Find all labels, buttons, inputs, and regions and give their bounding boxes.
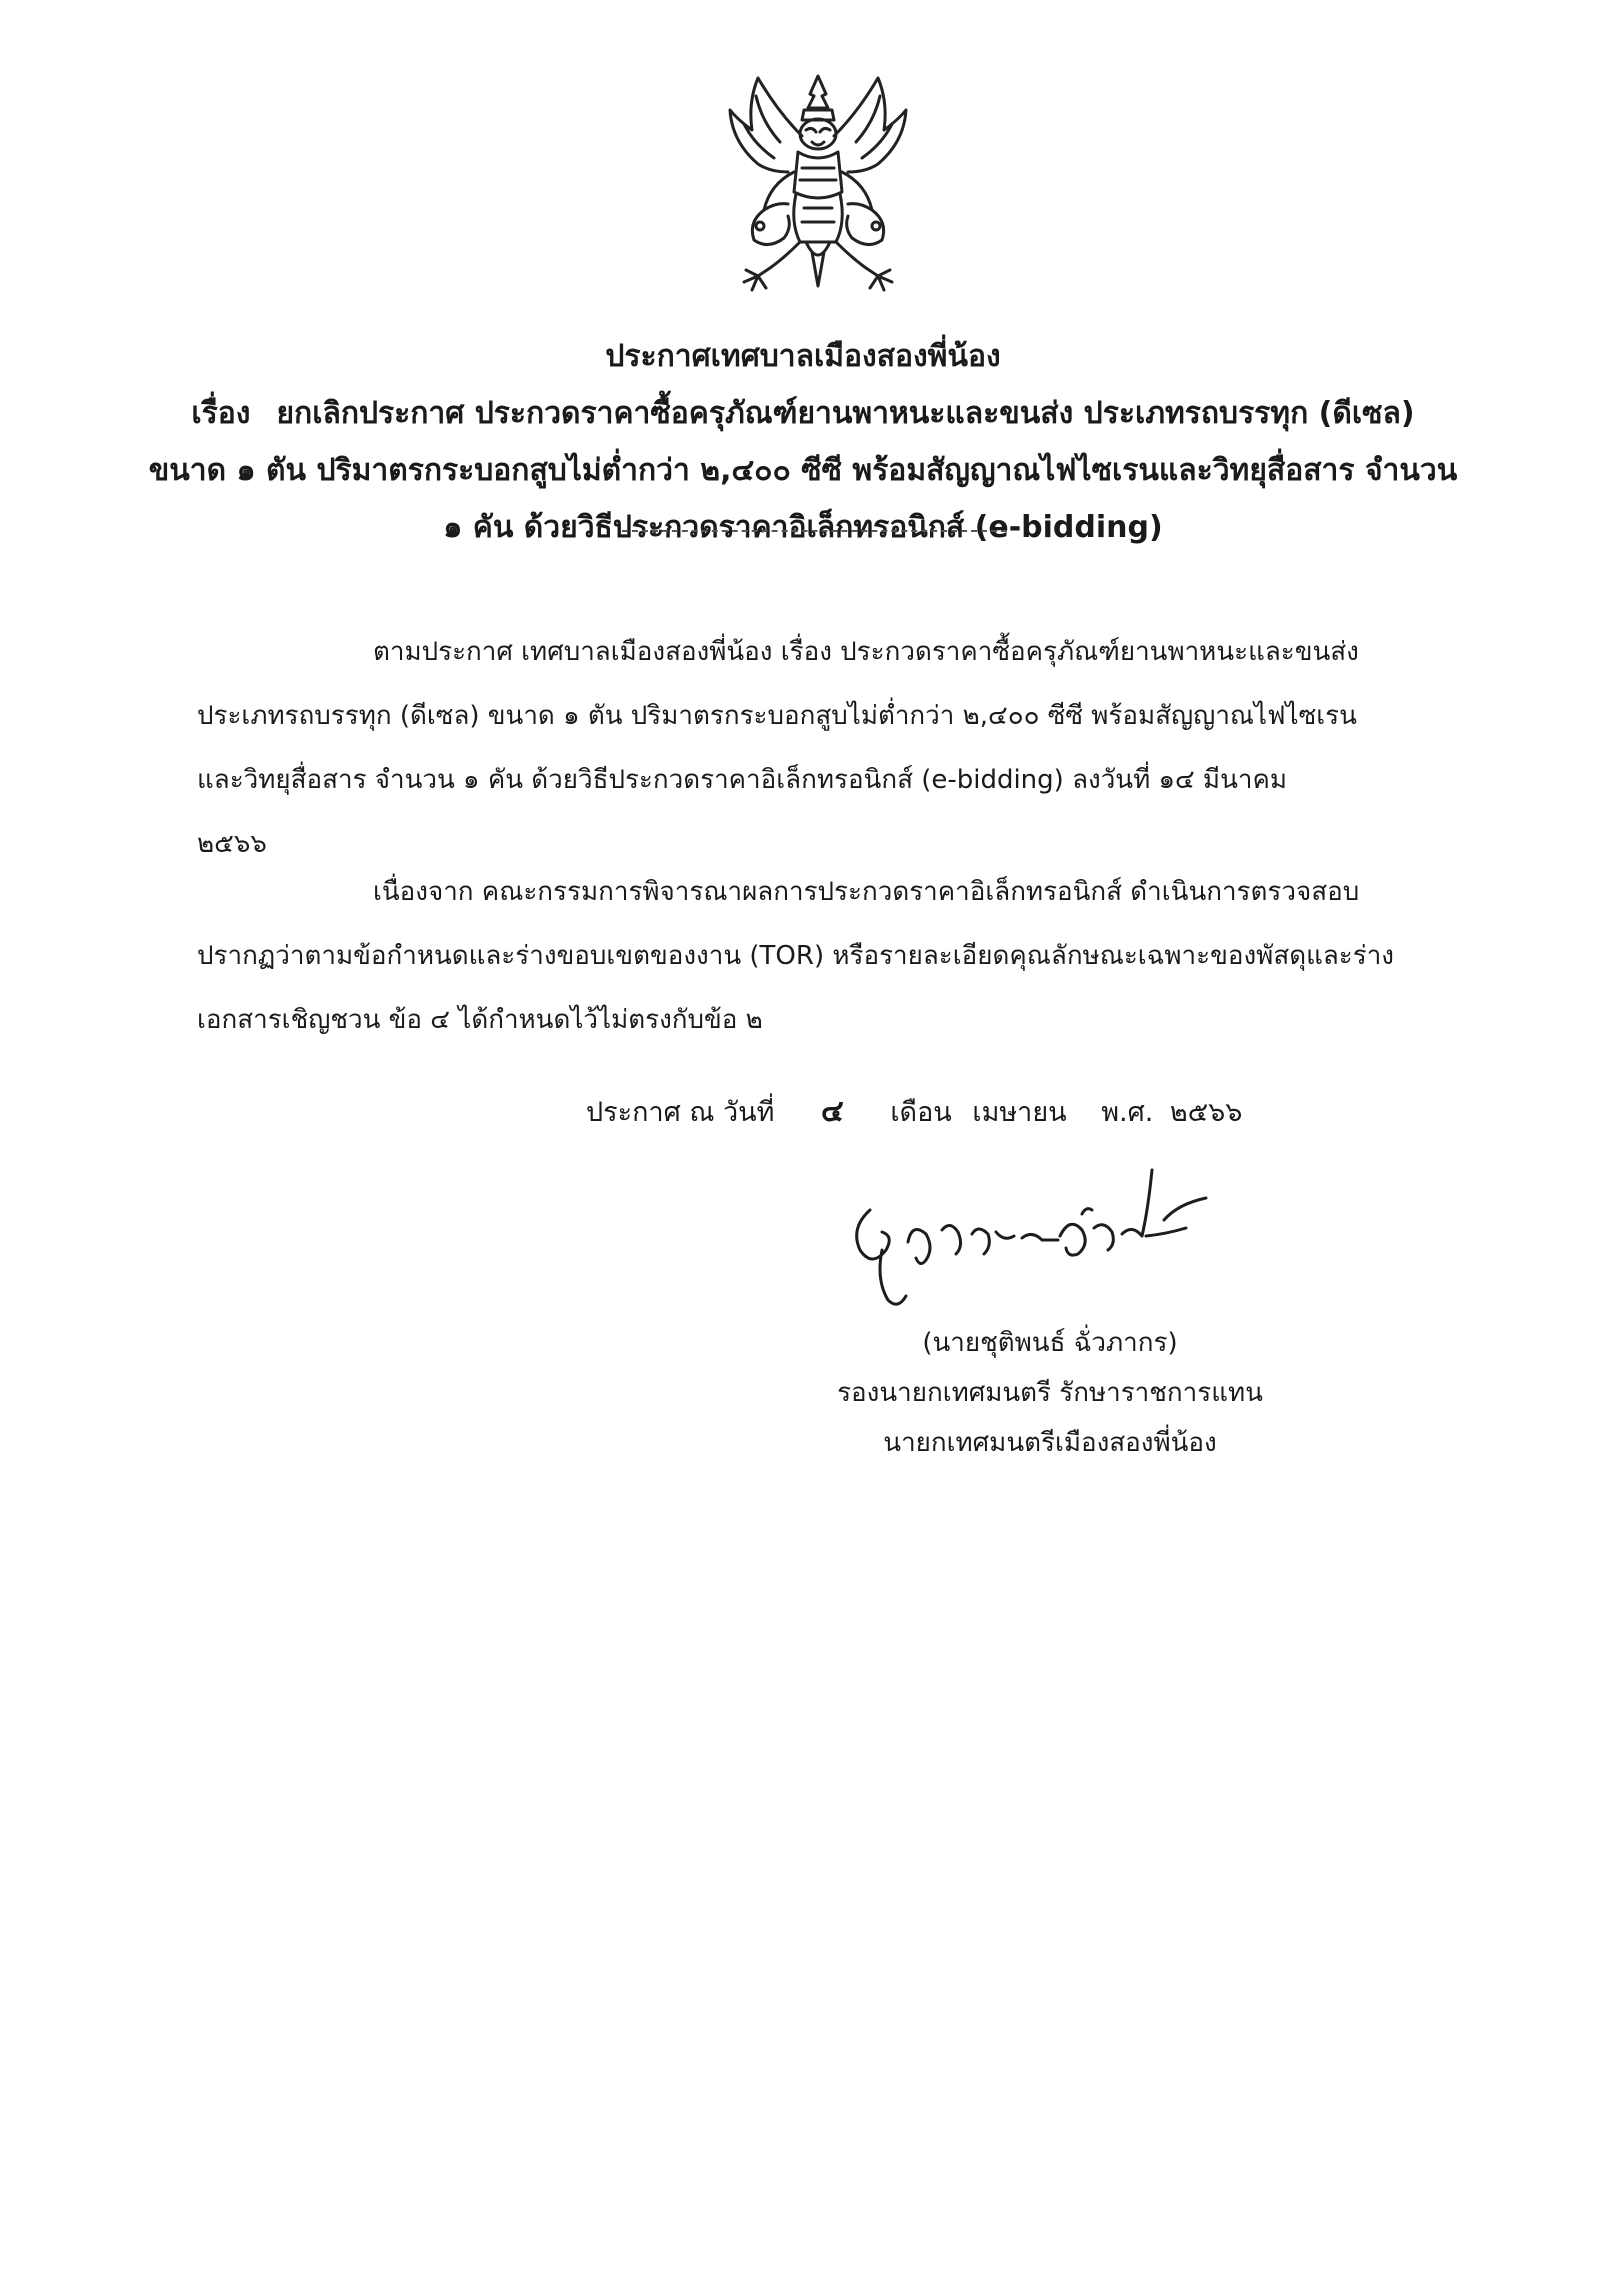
org-title: ประกาศเทศบาลเมืองสองพี่น้อง [605, 339, 1001, 374]
date-year: ๒๕๖๖ [1169, 1097, 1243, 1128]
date-month-label: เดือน [890, 1097, 952, 1128]
title-separator [622, 530, 1007, 532]
signer-position-2: นายกเทศมนตรีเมืองสองพี่น้อง [883, 1428, 1217, 1458]
subject-line-1 [140, 385, 1466, 442]
date-day: ๔ [821, 1094, 844, 1129]
paragraph-2-line: เนื่องจาก คณะกรรมการพิจารณาผลการประกวดราคาอิเล็กทรอนิกส์ ดำเนินการตรวจสอบ [373, 877, 1360, 907]
date-month: เมษายน [972, 1097, 1067, 1128]
date-year-label: พ.ศ. [1101, 1097, 1154, 1128]
signer-position-1: รองนายกเทศมนตรี รักษาราชการแทน [837, 1378, 1263, 1408]
paragraph-1-line: และวิทยุสื่อสาร จำนวน ๑ คัน ด้วยวิธีประกวดราคาอิเล็กทรอนิกส์ (e-bidding) ลงวันที่ ๑๔ มีนาคม [197, 765, 1287, 795]
paragraph-1-line: ตามประกาศ เทศบาลเมืองสองพี่น้อง เรื่อง ประกวดราคาซื้อครุภัณฑ์ยานพาหนะและขนส่ง [373, 637, 1359, 667]
title-block [140, 328, 1466, 556]
subject-text-1: ยกเลิกประกาศ ประกวดราคาซื้อครุภัณฑ์ยานพาหนะและขนส่ง ประเภทรถบรรทุก (ดีเซล) [276, 396, 1415, 431]
handwritten-signature [846, 1150, 1266, 1310]
paragraph-2 [197, 860, 1459, 1052]
garuda-emblem-icon [718, 72, 918, 300]
paragraph-1-line: ๒๕๖๖ [197, 829, 267, 859]
subject-line-3: ๑ คัน ด้วยวิธีประกวดราคาอิเล็กทรอนิกส์ (e-bidding) [443, 510, 1163, 545]
paragraph-2-line: ปรากฏว่าตามข้อกำหนดและร่างขอบเขตของงาน (TOR) หรือรายละเอียดคุณลักษณะเฉพาะของพัสดุและร่าง [197, 941, 1394, 971]
announcement-date [586, 1088, 1242, 1135]
signer-name: (นายชุติพนธ์ ฉั่วภากร) [922, 1328, 1178, 1358]
paragraph-1 [197, 620, 1459, 876]
subject-label: เรื่อง [191, 396, 251, 431]
signer-block [760, 1318, 1340, 1468]
paragraph-2-line: เอกสารเชิญชวน ข้อ ๔ ได้กำหนดไว้ไม่ตรงกับข้อ ๒ [197, 1005, 763, 1035]
date-prefix: ประกาศ ณ วันที่ [586, 1097, 775, 1128]
subject-line-2: ขนาด ๑ ตัน ปริมาตรกระบอกสูบไม่ต่ำกว่า ๒,๔๐๐ ซีซี พร้อมสัญญาณไฟไซเรนและวิทยุสื่อสาร จำนวน [148, 453, 1458, 488]
paragraph-1-line: ประเภทรถบรรทุก (ดีเซล) ขนาด ๑ ตัน ปริมาตรกระบอกสูบไม่ต่ำกว่า ๒,๔๐๐ ซีซี พร้อมสัญญาณไฟไซเรน [197, 701, 1357, 731]
